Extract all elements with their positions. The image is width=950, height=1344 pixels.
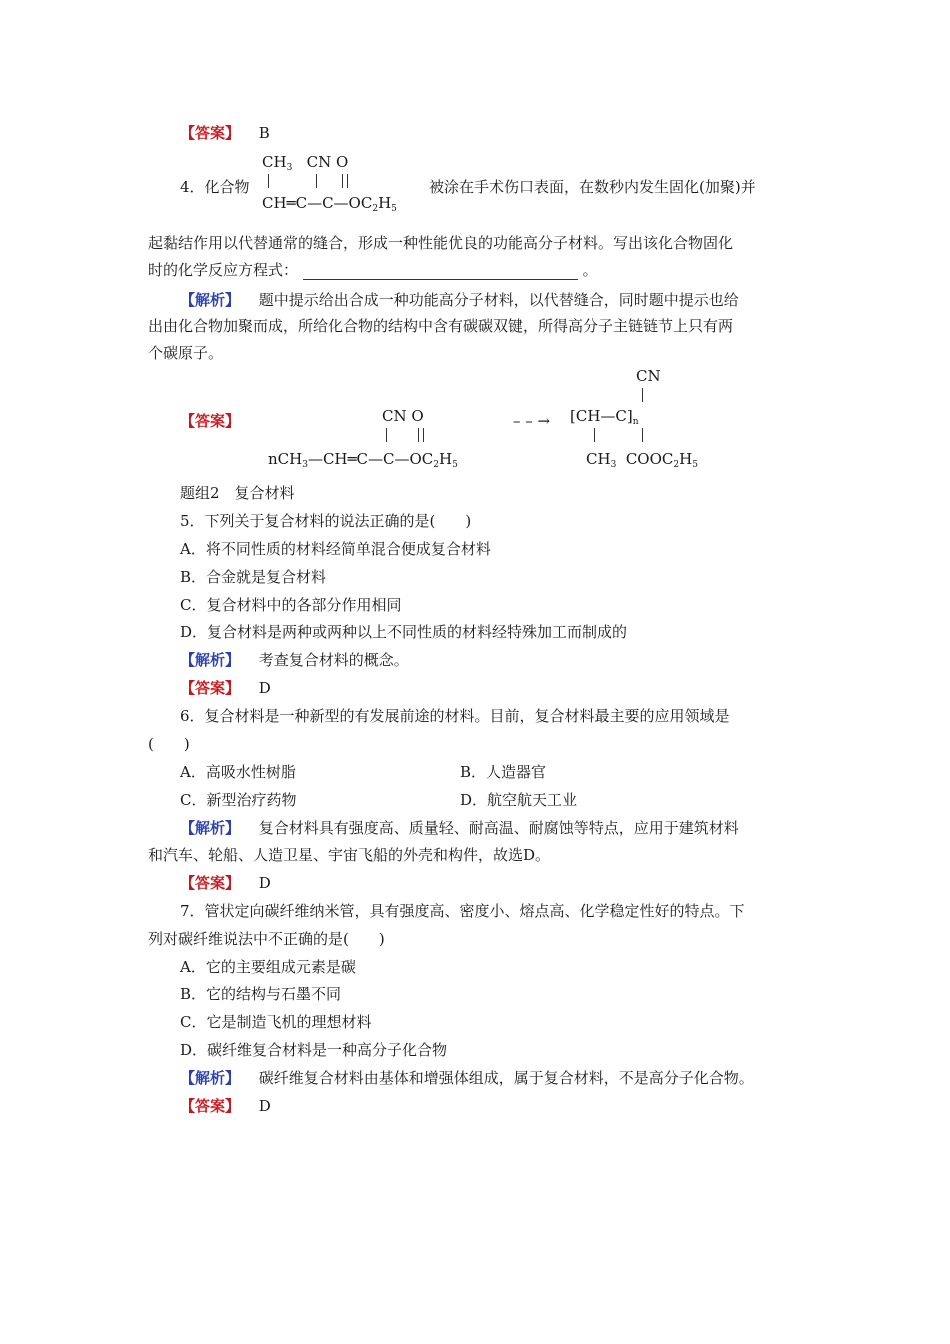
option: D．碳纤维复合材料是一种高分子化合物 (180, 1041, 448, 1059)
option: A．将不同性质的材料经简单混合便成复合材料 (180, 540, 491, 558)
double-bond (418, 428, 424, 442)
q5-stem: 5．下列关于复合材料的说法正确的是( ) (180, 512, 472, 530)
analysis-line (180, 818, 739, 838)
section-heading: 题组2 复合材料 (180, 484, 295, 502)
option: D．航空航天工业 (460, 791, 578, 809)
option: C．新型治疗药物 (180, 791, 297, 809)
bond-line (268, 174, 269, 188)
option: B．合金就是复合材料 (180, 568, 327, 586)
option: D．复合材料是两种或两种以上不同性质的材料经特殊加工而制成的 (180, 623, 628, 641)
analysis-line (180, 290, 739, 310)
q4-line3 (148, 260, 598, 280)
q4-line3-prefix: 时的化学反应方程式： (148, 261, 299, 279)
analysis-line: 和汽车、轮船、人造卫星、宇宙飞船的外壳和构件，故选D。 (148, 846, 551, 864)
answer-line (180, 873, 271, 893)
reactant-top: CN O (382, 407, 424, 425)
analysis-tag: 【解析】 (180, 819, 241, 837)
double-bond (342, 174, 348, 188)
bond-line (642, 388, 643, 402)
fill-blank (303, 265, 578, 280)
bond-line (386, 428, 387, 442)
option: B．人造器官 (460, 763, 547, 781)
reaction-arrow: – – → (513, 412, 551, 430)
product-bottom: $CH_3$ $COOC_2H_5$ (586, 450, 698, 470)
analysis-text: 复合材料具有强度高、质量轻、耐高温、耐腐蚀等特点，应用于建筑材料 (258, 819, 739, 837)
bond-line (316, 174, 317, 188)
analysis-text: 考查复合材料的概念。 (258, 651, 409, 669)
option: C．它是制造飞机的理想材料 (180, 1013, 372, 1031)
bond-line (594, 428, 595, 442)
q6-stem: ( ) (148, 735, 190, 753)
analysis-text: 题中提示给出合成一种功能高分子材料，以代替缝合，同时题中提示也给 (258, 291, 739, 309)
analysis-line: 出由化合物加聚而成，所给化合物的结构中含有碳碳双键，所得高分子主链链节上只有两 (148, 317, 734, 335)
product-top: CN (636, 367, 661, 385)
q4-line3-suffix: 。 (582, 261, 598, 279)
analysis-tag: 【解析】 (180, 291, 241, 309)
q7-stem: 7．管状定向碳纤维纳米管，具有强度高、密度小、熔点高、化学稳定性好的特点。下 (180, 902, 745, 920)
analysis-tag: 【解析】 (180, 651, 241, 669)
bond-line (642, 428, 643, 442)
q6-stem: 6．复合材料是一种新型的有发展前途的材料。目前，复合材料最主要的应用领域是 (180, 707, 730, 725)
answer-tag (180, 411, 240, 431)
formula-top: $CH_3$ CN O (262, 153, 349, 173)
analysis-text: 碳纤维复合材料由基体和增强体组成，属于复合材料，不是高分子化合物。 (258, 1069, 754, 1087)
analysis-line (180, 650, 409, 670)
q7-stem: 列对碳纤维说法中不正确的是( ) (148, 930, 385, 948)
answer-value: B (258, 124, 270, 142)
q4-label: 4．化合物 (180, 178, 250, 196)
answer-tag: 【答案】 (180, 679, 241, 697)
answer-tag: 【答案】 (180, 874, 241, 892)
option: A．它的主要组成元素是碳 (180, 958, 356, 976)
answer-tag: 【答案】 (180, 1097, 241, 1115)
analysis-tag: 【解析】 (180, 1069, 241, 1087)
analysis-line (180, 1068, 754, 1088)
q4-line2: 起黏结作用以代替通常的缝合，形成一种性能优良的功能高分子材料。写出该化合物固化 (148, 234, 734, 252)
answer-line (180, 678, 271, 698)
reactant-bottom: $nCH_3—CH═C—C—OC_2H_5$ (268, 450, 458, 470)
answer-tag: 【答案】 (180, 124, 241, 142)
answer-line (180, 1096, 271, 1116)
option: A．高吸水性树脂 (180, 763, 296, 781)
product-mid: $[CH—C]_n$ (570, 407, 639, 427)
answer-line (180, 123, 270, 143)
answer-value: D (258, 874, 271, 892)
option: C．复合材料中的各部分作用相同 (180, 596, 402, 614)
option: B．它的结构与石墨不同 (180, 985, 342, 1003)
answer-value: D (258, 679, 271, 697)
q4-text-after: 被涂在手术伤口表面，在数秒内发生固化(加聚)并 (429, 178, 756, 196)
answer-value: D (258, 1097, 271, 1115)
formula-bottom: $CH═C—C—OC_2H_5$ (262, 194, 397, 214)
answer-tag-text: 【答案】 (180, 412, 241, 430)
analysis-line: 个碳原子。 (148, 344, 224, 362)
